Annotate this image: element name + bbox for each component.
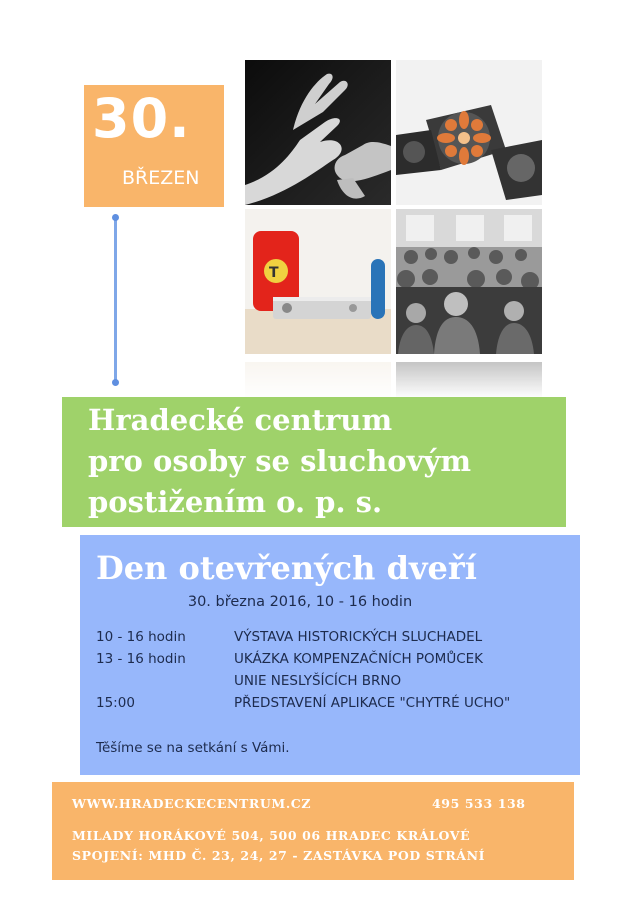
organization-name-line-2: pro osoby se sluchovým xyxy=(88,444,472,478)
website-link[interactable]: WWW.HRADECKECENTRUM.CZ xyxy=(72,796,312,811)
schedule-description: UKÁZKA KOMPENZAČNÍCH POMŮCEK xyxy=(234,651,484,667)
date-block xyxy=(84,85,224,207)
greeting-text: Těšíme se na setkání s Vámi. xyxy=(96,740,290,756)
schedule-description: UNIE NESLYŠÍCÍCH BRNO xyxy=(234,673,402,689)
photo-reflection-right xyxy=(396,362,542,398)
phone-number: 495 533 138 xyxy=(432,796,526,811)
timeline-dot-top xyxy=(112,214,119,221)
schedule-time: 13 - 16 hodin xyxy=(96,651,186,667)
photo-audience xyxy=(396,209,542,354)
transport-text: SPOJENÍ: MHD Č. 23, 24, 27 - ZASTÁVKA POD STRÁNÍ xyxy=(72,848,486,863)
contact-box xyxy=(52,782,574,880)
timeline-line xyxy=(114,218,117,383)
date-day: 30. xyxy=(92,87,191,150)
event-date-line: 30. března 2016, 10 - 16 hodin xyxy=(187,594,413,610)
timeline-dot-bottom xyxy=(112,379,119,386)
event-box xyxy=(80,535,580,775)
organization-box xyxy=(62,397,566,527)
schedule-time: 15:00 xyxy=(96,695,135,711)
photo-hearing-loop xyxy=(245,209,391,354)
event-title: Den otevřených dveří xyxy=(96,549,477,587)
organization-name-line-3: postižením o. p. s. xyxy=(88,485,383,519)
schedule-description: VÝSTAVA HISTORICKÝCH SLUCHADEL xyxy=(234,629,483,645)
address-text: MILADY HORÁKOVÉ 504, 500 06 HRADEC KRÁLOVÉ xyxy=(72,828,471,843)
schedule-description: PŘEDSTAVENÍ APLIKACE "CHYTRÉ UCHO" xyxy=(234,695,511,711)
photo-hearing-aid-trays xyxy=(396,60,542,205)
organization-name-line-1: Hradecké centrum xyxy=(88,403,393,437)
schedule-time: 10 - 16 hodin xyxy=(96,629,186,645)
photo-sign-language xyxy=(245,60,391,205)
photo-reflection-left xyxy=(245,362,391,398)
svg-text:T: T xyxy=(269,265,279,281)
date-month: BŘEZEN xyxy=(122,167,200,189)
